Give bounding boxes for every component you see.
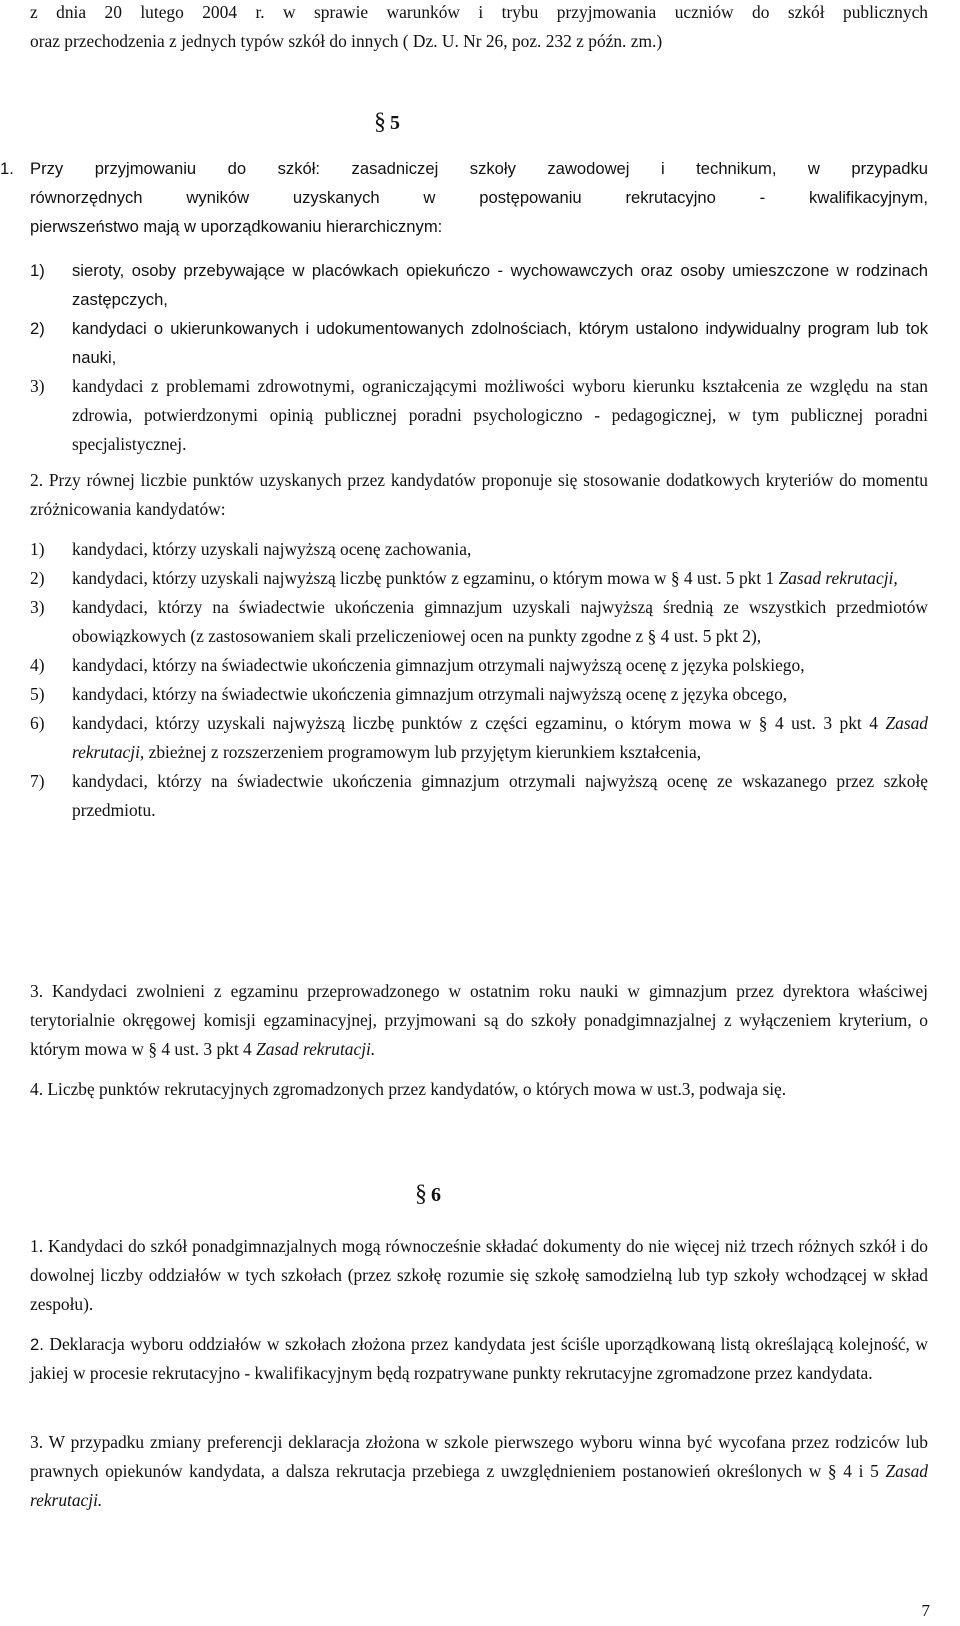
paragraph-number: 1.	[0, 159, 14, 178]
list-item: 4) kandydaci, którzy na świadectwie ukończenia gimnazjum otrzymali najwyższą ocenę z języka polskiego,	[30, 655, 805, 675]
paragraph-text: Liczbę punktów rekrutacyjnych zgromadzonych przez kandydatów, o których mowa w ust.3, podwaja się.	[47, 1079, 787, 1099]
list-item: 7) kandydaci, którzy na świadectwie ukończenia gimnazjum otrzymali najwyższą ocenę ze wskazanego przez szkołę przedmiotu.	[30, 771, 928, 820]
list-item: 3) kandydaci z problemami zdrowotnymi, ograniczającymi możliwości wyboru kierunku kształcenia ze względu na stan zdrowia, potwierdzonymi opinią publicznej poradni psychologiczno - pedagogicznej, w tym publicznej poradni specjalistycznej.	[30, 376, 928, 454]
header-line-2: oraz przechodzenia z jednych typów szkół do innych ( Dz. U. Nr 26, poz. 232 z późn. zm.)	[30, 31, 663, 51]
paragraph-emphasis: Zasad rekrutacji.	[30, 1461, 928, 1510]
paragraph-intro: Przy równej liczbie punktów uzyskanych przez kandydatów proponuje się stosowanie dodatkowych kryteriów do momentu zróżnicowania kandydatów:	[30, 470, 928, 519]
list-item: 2) kandydaci o ukierunkowanych i udokumentowanych zdolnościach, którym ustalono indywidualny program lub tok nauki,	[30, 319, 928, 367]
list-item-text: kandydaci, którzy uzyskali najwyższą ocenę zachowania,	[72, 539, 472, 559]
list-item-text: kandydaci, którzy na świadectwie ukończenia gimnazjum otrzymali najwyższą ocenę ze wskazanego przez szkołę przedmiotu.	[72, 771, 928, 820]
section-5-paragraph-3	[30, 977, 928, 1064]
list-item-text: kandydaci, którzy na świadectwie ukończenia gimnazjum otrzymali najwyższą ocenę z języka polskiego,	[72, 655, 805, 675]
list-item-text: kandydaci, którzy uzyskali najwyższą liczbę punktów z egzaminu, o którym mowa w § 4 ust. 5 pkt 1	[72, 568, 779, 588]
section-number: 6	[431, 1184, 441, 1206]
list-item-emphasis: Zasad rekrutacji,	[72, 713, 928, 762]
paragraph-text: Kandydaci zwolnieni z egzaminu przeprowadzonego w ostatnim roku nauki w gimnazjum przez dyrektora właściwej terytorialnie okręgowej komisji egzaminacyjnej, przyjmowani są do szkoły ponadgimnazjalnej z wyłączeniem kryterium, o którym mowa w § 4 ust. 3 pkt 4	[30, 981, 928, 1059]
list-item-text: kandydaci o ukierunkowanych i udokumentowanych zdolnościach, którym ustalono indywidualny program lub tok nauki,	[72, 319, 928, 367]
list-item: 1) sieroty, osoby przebywające w placówkach opiekuńczo - wychowawczych oraz osoby umieszczone w rodzinach zastępczych,	[30, 261, 928, 309]
paragraph-intro-line-2: równorzędnych wyników uzyskanych w postępowaniu rekrutacyjno - kwalifikacyjnym,	[30, 188, 928, 207]
paragraph-text: Kandydaci do szkół ponadgimnazjalnych mogą równocześnie składać dokumenty do nie więcej niż trzech różnych szkół i do dowolnej liczby oddziałów w tych szkołach (przez szkołę rozumie się szkołę samodzielną lub typ szkoły wchodzącej w skład zespołu).	[30, 1236, 928, 1314]
document-header	[30, 0, 928, 56]
section-5-paragraph-4	[30, 1075, 928, 1104]
section-5-paragraph-2	[30, 466, 928, 524]
list-item: 3) kandydaci, którzy na świadectwie ukończenia gimnazjum uzyskali najwyższą średnią ze wszystkich przedmiotów obowiązkowych (z zastosowaniem skali przeliczeniowej ocen na punkty zgodne z § 4 ust. 5 pkt 2),	[30, 597, 928, 646]
section-sign: §	[374, 109, 386, 135]
section-5-heading	[374, 108, 400, 138]
paragraph-intro-line-1: Przy przyjmowaniu do szkół: zasadniczej szkoły zawodowej i technikum, w przypadku	[30, 159, 928, 178]
list-item-text: kandydaci, którzy na świadectwie ukończenia gimnazjum uzyskali najwyższą średnią ze wszystkich przedmiotów obowiązkowych (z zastosowaniem skali przeliczeniowej ocen na punkty zgodne z § 4 ust. 5 pkt 2),	[72, 597, 928, 646]
section-5-paragraph-1	[0, 154, 928, 241]
paragraph-intro-line-3: pierwszeństwo mają w uporządkowaniu hierarchicznym:	[30, 217, 443, 236]
list-item-text: kandydaci, którzy na świadectwie ukończenia gimnazjum otrzymali najwyższą ocenę z języka obcego,	[72, 684, 788, 704]
section-6-paragraph-1	[30, 1232, 928, 1319]
paragraph-number: 2.	[30, 470, 44, 490]
list-item: 2) kandydaci, którzy uzyskali najwyższą liczbę punktów z egzaminu, o którym mowa w § 4 ust. 5 pkt 1 Zasad rekrutacji,	[30, 568, 898, 588]
list-item-emphasis: Zasad rekrutacji,	[778, 568, 898, 588]
list-item-text: kandydaci z problemami zdrowotnymi, ograniczającymi możliwości wyboru kierunku kształcenia ze względu na stan zdrowia, potwierdzonymi opinią publicznej poradni psychologiczno - pedagogicznej, w tym publicznej poradni specjalistycznej.	[72, 376, 928, 454]
section-6-paragraph-2	[30, 1330, 928, 1388]
section-6-paragraph-3	[30, 1428, 928, 1515]
paragraph-number: 4.	[30, 1079, 44, 1099]
paragraph-number: 3.	[30, 981, 44, 1001]
list-item: 5) kandydaci, którzy na świadectwie ukończenia gimnazjum otrzymali najwyższą ocenę z języka obcego,	[30, 684, 788, 704]
paragraph-number: 2.	[30, 1335, 44, 1354]
list-item-text-continued: zbieżnej z rozszerzeniem programowym lub przyjętym kierunkiem kształcenia,	[144, 742, 702, 762]
list-item: 1) kandydaci, którzy uzyskali najwyższą ocenę zachowania,	[30, 539, 472, 559]
header-line-1: z dnia 20 lutego 2004 r. w sprawie warunków i trybu przyjmowania uczniów do szkół publicznych	[30, 2, 928, 22]
list-item-text: sieroty, osoby przebywające w placówkach opiekuńczo - wychowawczych oraz osoby umieszczone w rodzinach zastępczych,	[72, 261, 928, 309]
paragraph-text: Deklaracja wyboru oddziałów w szkołach złożona przez kandydata jest ściśle uporządkowaną listą określającą kolejność, w jakiej w procesie rekrutacyjno - kwalifikacyjnym będą rozpatrywane punkty rekrutacyjne zgromadzone przez kandydata.	[30, 1334, 928, 1383]
section-5-paragraph-1-list	[30, 256, 928, 459]
list-item-text: kandydaci, którzy uzyskali najwyższą liczbę punktów z części egzaminu, o którym mowa w § 4 ust. 3 pkt 4	[72, 713, 886, 733]
section-6-heading	[415, 1180, 441, 1210]
page-number: 7	[921, 1601, 930, 1620]
list-item: 6) kandydaci, którzy uzyskali najwyższą liczbę punktów z części egzaminu, o którym mowa w § 4 ust. 3 pkt 4 Zasad rekrutacji, zbieżnej z rozszerzeniem programowym lub przyjętym kierunkiem kształcenia,	[30, 713, 928, 762]
section-number: 5	[390, 112, 400, 134]
section-sign: §	[415, 1181, 427, 1207]
paragraph-number: 1.	[30, 1236, 44, 1256]
paragraph-emphasis: Zasad rekrutacji.	[256, 1039, 376, 1059]
paragraph-number: 3.	[30, 1432, 44, 1452]
section-5-paragraph-2-list	[30, 535, 928, 825]
paragraph-text: W przypadku zmiany preferencji deklaracja złożona w szkole pierwszego wyboru winna być wycofana przez rodziców lub prawnych opiekunów kandydata, a dalsza rekrutacja przebiega z uwzględnieniem postanowień określonych w § 4 i 5	[30, 1432, 928, 1481]
